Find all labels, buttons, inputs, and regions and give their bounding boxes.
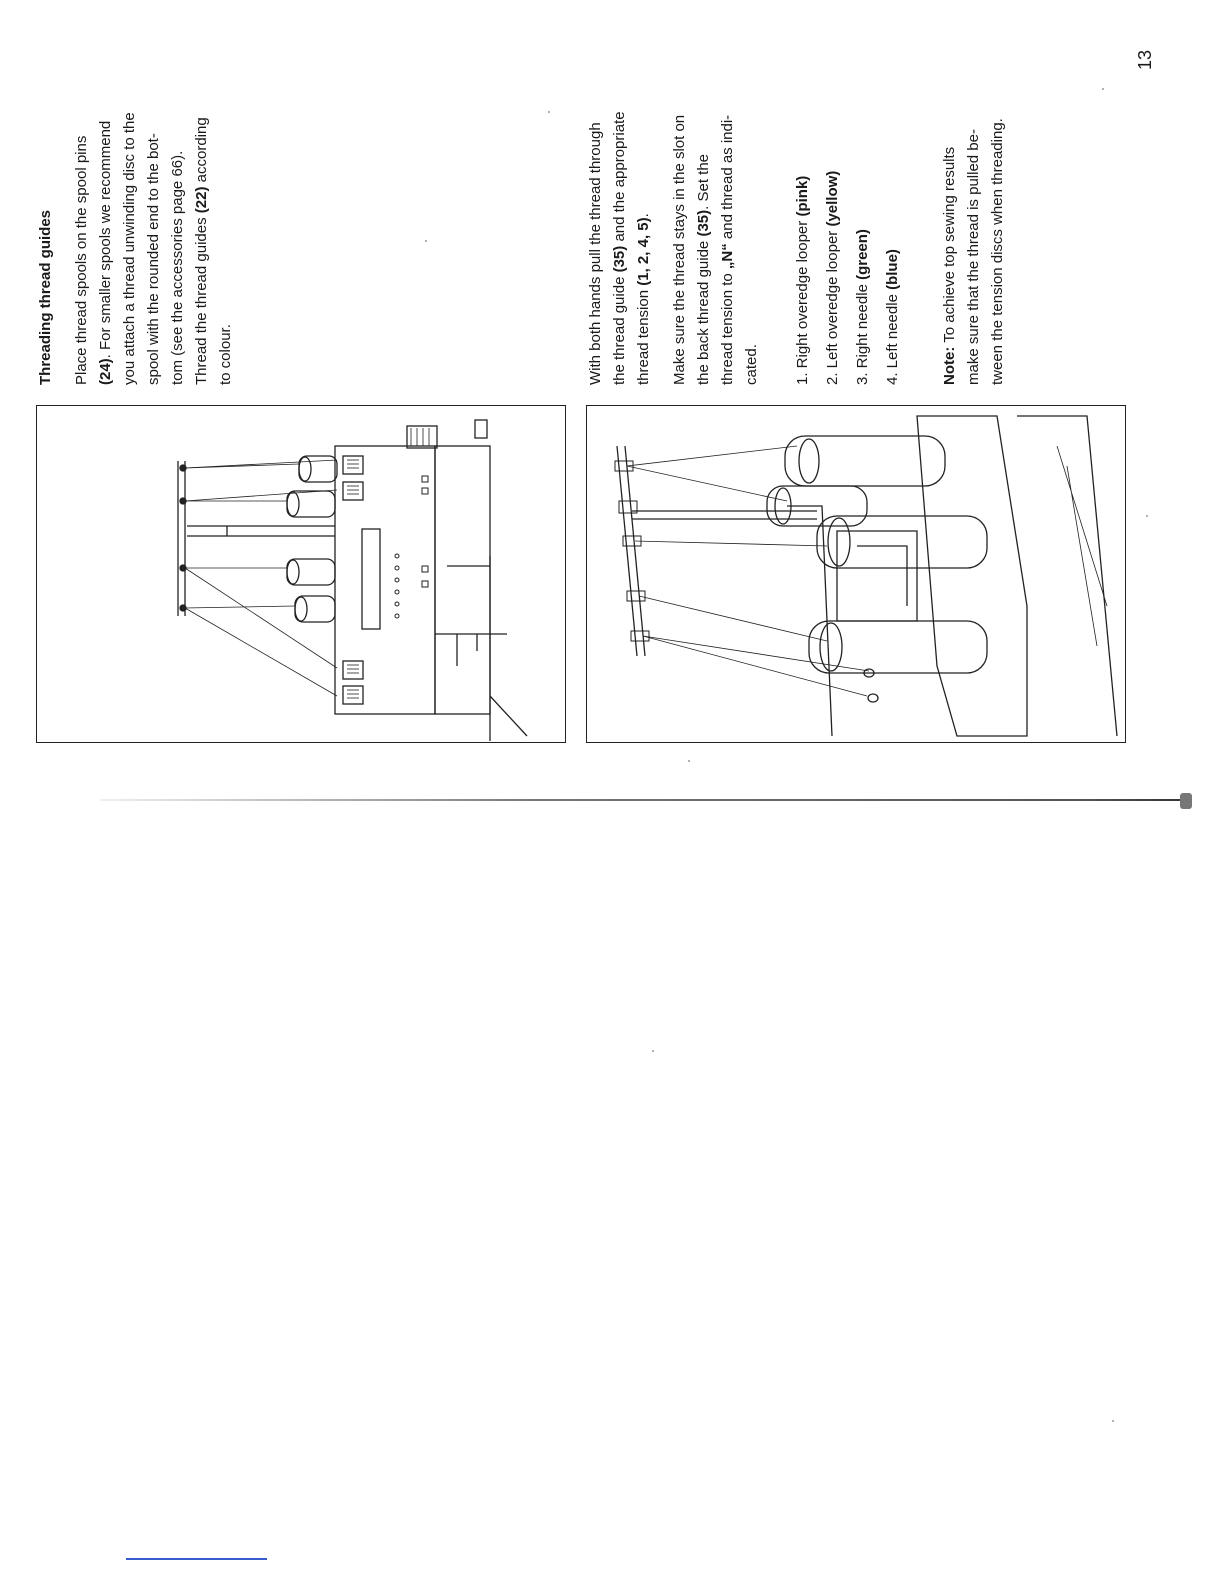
- scan-speck: [652, 1050, 654, 1052]
- scan-speck: [1112, 1420, 1114, 1422]
- list-item: 3. Right needle (green): [854, 229, 871, 385]
- text-line: spool with the rounded end to the bot-: [145, 133, 162, 385]
- text-line: you attach a thread unwinding disc to the: [121, 112, 138, 385]
- section1-body: [70, 112, 238, 385]
- thread-colour-list: [788, 111, 908, 385]
- list-item: 1. Right overedge looper (pink): [794, 175, 811, 385]
- text-line: to colour.: [217, 324, 234, 385]
- scan-speck: [1146, 515, 1148, 517]
- text-line: thread tension (1, 2, 4, 5).: [635, 213, 652, 385]
- text-line: tom (see the accessories page 66).: [169, 150, 186, 385]
- text-line: Place thread spools on the spool pins: [73, 135, 90, 385]
- text-line: the back thread guide (35). Set the: [695, 153, 712, 385]
- text-line: the thread guide (35) and the appropriate: [611, 111, 628, 385]
- section-threading-instructions: [584, 111, 1010, 385]
- text-line: (24). For smaller spools we recommend: [97, 120, 114, 385]
- scan-speck: [688, 760, 690, 762]
- fold-mark: [1180, 793, 1192, 809]
- scan-speck: [1102, 88, 1104, 90]
- text-line: Thread the thread guides (22) according: [193, 117, 210, 385]
- note-paragraph: [938, 111, 1010, 385]
- page-number: 13: [1135, 49, 1155, 70]
- scan-speck: [548, 111, 550, 113]
- text-line: With both hands pull the thread through: [587, 122, 604, 385]
- fold-line: [100, 799, 1190, 801]
- text-line: Make sure the thread stays in the slot on: [671, 114, 688, 385]
- scan-mark-line: [126, 1558, 267, 1560]
- paragraph-thread-slot: [668, 111, 764, 385]
- section-heading: Threading thread guides: [37, 209, 54, 385]
- list-item: 4. Left needle (blue): [884, 249, 901, 385]
- text-line: thread tension to „N“ and thread as indi-: [719, 114, 736, 385]
- text-line: cated.: [743, 344, 760, 385]
- section-threading-guides: [34, 112, 238, 385]
- spool-stand-thread-guide-illustration: [586, 405, 1126, 743]
- text-line: tween the tension discs when threading.: [989, 118, 1006, 385]
- paragraph-pull-thread: [584, 111, 656, 385]
- scan-speck: [425, 240, 427, 242]
- text-line: make sure that the thread is pulled be-: [965, 129, 982, 385]
- list-item: 2. Left overedge looper (yellow): [824, 170, 841, 385]
- text-line: Note: To achieve top sewing results: [941, 146, 958, 385]
- overlocker-front-view-illustration: [36, 405, 566, 743]
